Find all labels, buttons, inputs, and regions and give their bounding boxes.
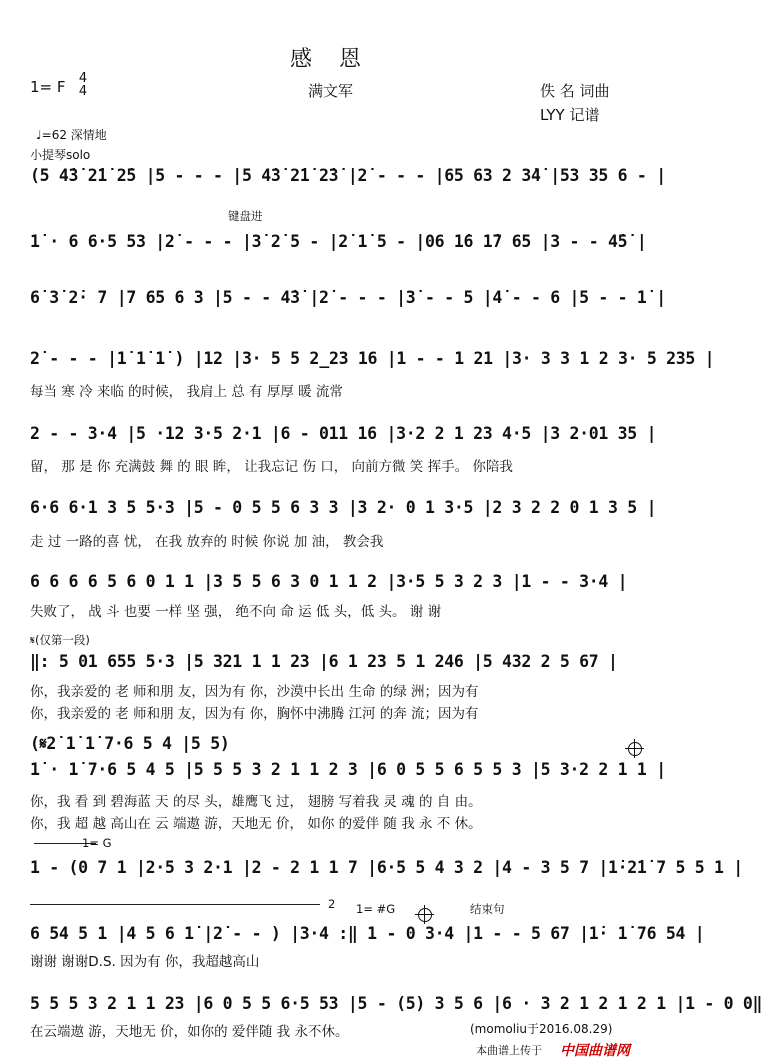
annotation-keyboard: 键盘进: [228, 209, 263, 223]
site-logo: 中国曲谱网: [560, 1043, 630, 1059]
staff-line-5: 2 - - 3·4 |5 ·12 3·5 2·1 |6 - 011 16 |3·2 2 1 23 4·5 |3 2·01 35 |: [30, 424, 657, 443]
ending-bracket-2: [30, 904, 320, 905]
lyric-line-14: 在云端遨 游，天地无 价，如你的 爱伴随 我 永不休。: [30, 1024, 349, 1040]
annotation-key-change-2: 1= #G: [356, 902, 396, 916]
lyric-line-13: 谢谢 谢谢D.S. 因为有 你，我超越高山: [30, 954, 260, 970]
lyric-line-5: 留， 那 是 你 充满鼓 舞 的 眼 眸， 让我忘记 伤 口， 向前方微 笑 挥手。 你陪我: [30, 459, 513, 475]
annotation-segno-first: 𝄋(仅第一段): [30, 633, 90, 647]
staff-line-3: 6̇ 3̇ 2̇· 7 |7 65 6 3 |5 - - 4̇3̇ |2̇ - - - |3̇ - - 5 |4̇ - - 6 |5 - - 1̇ |: [30, 288, 666, 307]
transcriber-credit: LYY 记谱: [540, 106, 600, 124]
coda-marker-1: [628, 742, 642, 756]
tempo-marking: ♩=62 深情地: [36, 128, 107, 142]
time-signature-bottom: 4: [78, 84, 88, 99]
time-signature-top: 4: [78, 71, 88, 86]
coda-marker-2: [418, 908, 432, 922]
staff-line-7: 6 6 6 6 5 6 0 1 1 |3 5 5 6 3 0 1 1 2 |3·5 5 3 2 3 |1 - - 3·4 |: [30, 572, 628, 591]
staff-line-14: 5 5 5 3 2 1 1 23 |6 0 5 5 6·5 53 |5 - (5) 3 5 6 |6 · 3 2 1 2 1 2 1 |1 - 0 0‖: [30, 994, 762, 1013]
staff-line-6: 6·6 6·1 3 5 5·3 |5 - 0 5 5 6 3 3 |3 2· 0 1 3·5 |2 3 2 2 0 1 3 5 |: [30, 498, 657, 517]
lyric-line-8a: 你，我亲爱的 老 师和朋 友，因为有 你，沙漠中长出 生命 的绿 洲；因为有: [30, 684, 479, 700]
lyric-line-7: 失败了， 战 斗 也要 一样 坚 强， 绝不向 命 运 低 头，低 头。 谢 谢: [30, 604, 442, 620]
staff-line-10: 1̇ · 1̇ 7·6 5 4 5 |5 5 5 3 2 1 1 2 3 |6 0 5 5 6 5 5 3 |5 3·2 2 1 1 |: [30, 760, 666, 779]
staff-line-9-intro: (𝄋2̇ 1̇ 1̇ 7·6 5 4 |5 5): [30, 734, 230, 753]
lyric-line-10b: 你，我 超 越 高山在 云 端遨 游，天地无 价， 如你 的爱伴 随 我 永 不 休。: [30, 816, 482, 832]
annotation-ending-2: 2: [328, 897, 336, 911]
instrument-label: 小提琴solo: [30, 148, 91, 162]
key-signature: 1= F: [30, 78, 66, 96]
lyric-line-6: 走 过 一路的喜 忧， 在我 放弃的 时候 你说 加 油， 教会我: [30, 534, 384, 550]
signature: (momoliu于2016.08.29): [470, 1022, 613, 1036]
lyric-line-4: 每当 寒 冷 来临 的时候， 我肩上 总 有 厚厚 暖 流常: [30, 384, 343, 400]
staff-line-2: 1̇ · 6 6·5 53 |2̇ - - - |3̇ 2̇ 5 - |2̇ 1̇ 5 - |06 1̇6 1̇7 65 |3 - - 4̇5̇ |: [30, 232, 647, 251]
upload-text: 本曲谱上传于: [476, 1044, 542, 1057]
composer-credit: 佚 名 词曲: [540, 82, 610, 100]
staff-line-8: ‖: 5 01 655 5·3 |5 321 1 1 23 |6 1 23 5 1 246 |5 432 2 5 67 |: [30, 652, 618, 671]
lyric-line-8b: 你，我亲爱的 老 师和朋 友，因为有 你，胸怀中沸腾 江河 的奔 流；因为有: [30, 706, 479, 722]
annotation-ending-label: 结束句: [470, 902, 505, 916]
singer: 满文军: [307, 82, 353, 100]
lyric-line-10a: 你，我 看 到 碧海蓝 天 的尽 头，雄鹰飞 过， 翅膀 写着我 灵 魂 的 自 由。: [30, 794, 482, 810]
staff-line-12: 1 - (0 7 1 |2·5 3 2·1 |2 - 2 1 1 7 |6·5 5 4 3 2 |4 - 3 5 7 |1̇·2̇1̇ 7 5 5 1 |: [30, 858, 743, 877]
annotation-key-change-1: 1= G: [82, 836, 112, 850]
staff-line-1: (5 4̇3̇ 2̇1̇ 2̇5 |5 - - - |5 4̇3̇ 2̇1̇ 2̇3̇ |2̇ - - - |65 63 2 3̇4̇ |53 35 6 - |: [30, 166, 666, 185]
staff-line-13: 6 54 5 1 |4 5 6 1̇ |2̇ - - ) |3·4 :‖ 1 - 0 3·4 |1 - - 5 67 |1̇· 1̇ 76 54 |: [30, 924, 705, 943]
staff-line-4: 2̇ - - - |1̇ 1̇ 1̇ ) |12 |3· 5 5 2̲23 16 |1 - - 1 21 |3· 3 3 1 2 3· 5 235 |: [30, 349, 715, 368]
page-title: 感 恩: [290, 47, 371, 72]
